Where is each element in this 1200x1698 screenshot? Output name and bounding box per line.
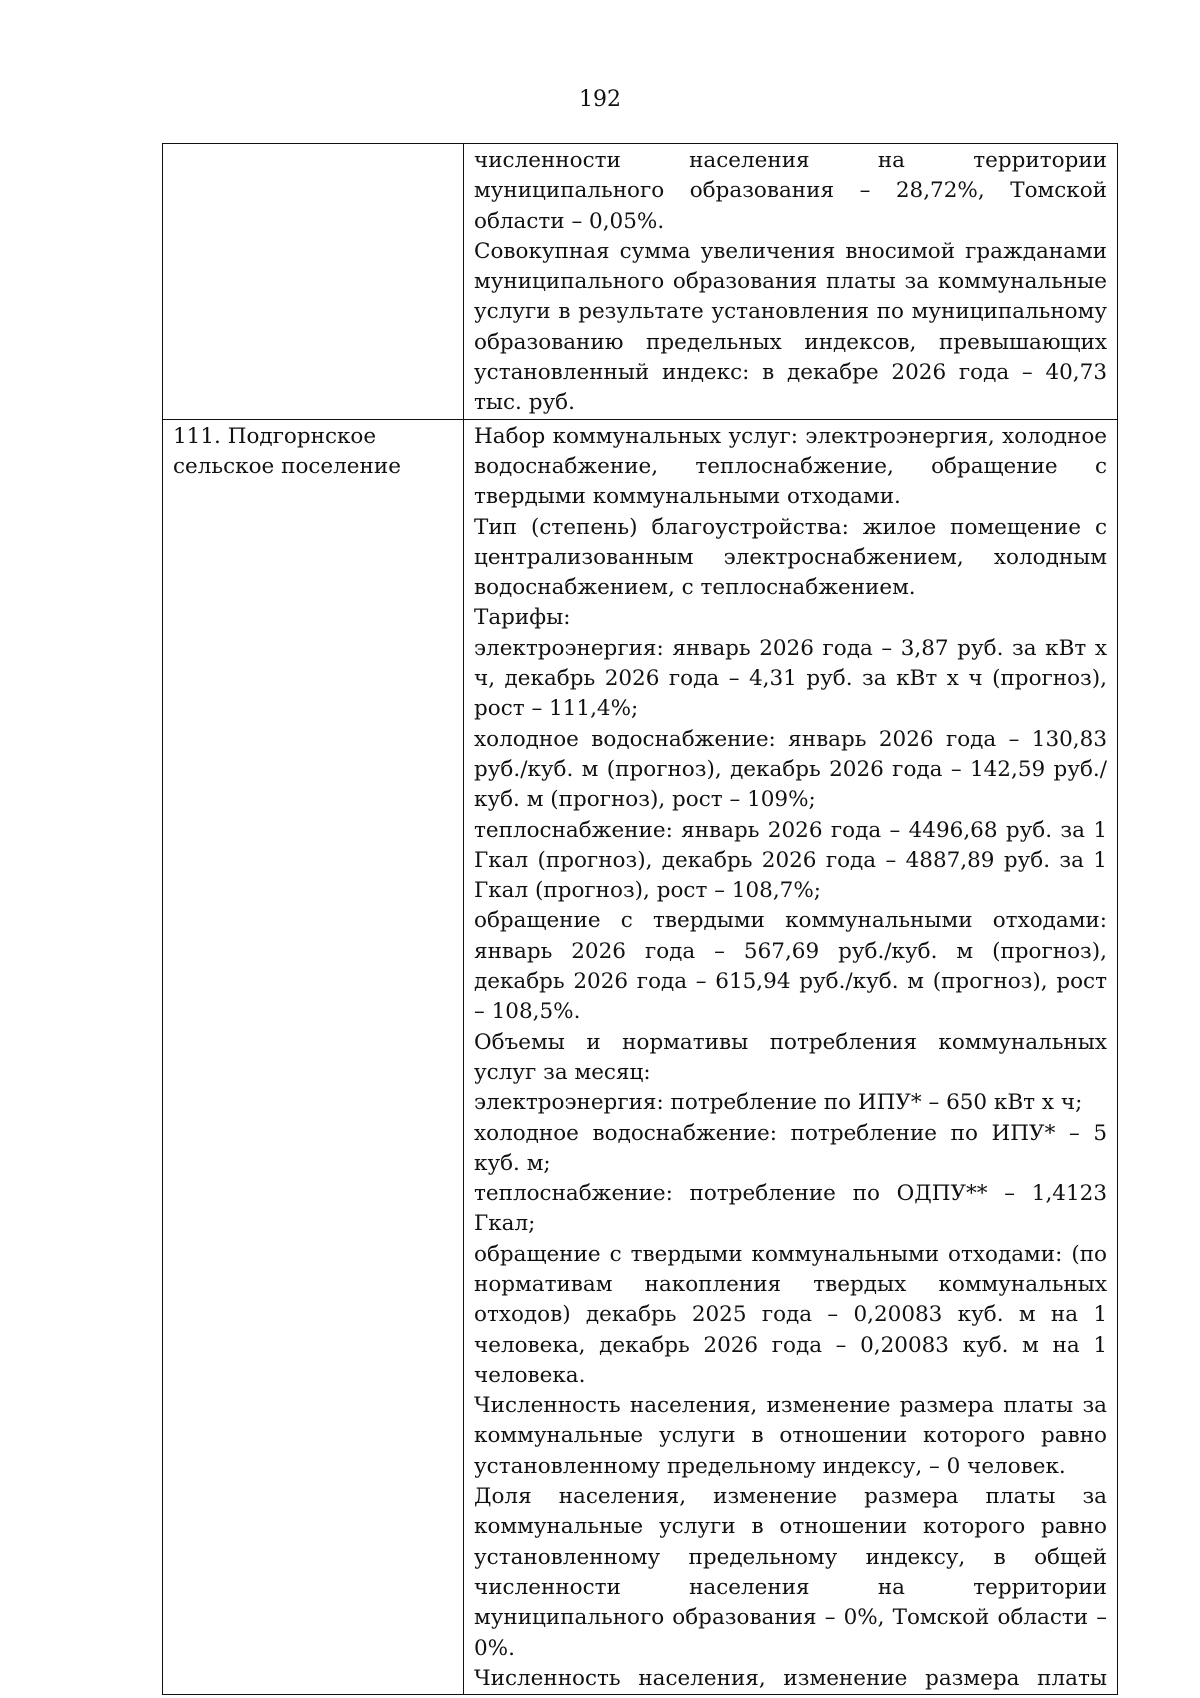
description-cell xyxy=(464,419,1118,1694)
paragraph-continued: Численность населения, изменение размера платы xyxy=(474,1665,1107,1691)
paragraph: холодное водоснабжение: январь 2026 года – 130,83 руб./куб. м (прогноз), декабрь 2026 года – 142,59 руб./куб. м (прогноз), рост – 109%; xyxy=(474,726,1107,813)
paragraph: обращение с твердыми коммунальными отходами: (по нормативам накопления твердых коммунальных отходов) декабрь 2025 года – 0,20083 куб. м на 1 человека, декабрь 2026 года – 0,20083 куб. м на 1 человека. xyxy=(474,1241,1107,1388)
paragraph: Тарифы: xyxy=(474,605,571,631)
page-number: 192 xyxy=(579,87,621,112)
paragraph: электроэнергия: потребление по ИПУ* – 650 кВт х ч; xyxy=(474,1090,1083,1116)
municipality-cell xyxy=(163,144,464,420)
municipality-name-line: 111. Подгорнское xyxy=(173,423,377,449)
paragraph: теплоснабжение: потребление по ОДПУ** – 1,4123 Гкал; xyxy=(474,1181,1107,1237)
paragraph: Численность населения, изменение размера платы за коммунальные услуги в отношении которого равно установленному предельному индексу, – 0 человек. xyxy=(474,1393,1107,1479)
paragraph: холодное водоснабжение: потребление по ИПУ* – 5 куб. м; xyxy=(474,1120,1107,1176)
paragraph: теплоснабжение: январь 2026 года – 4496,68 руб. за 1 Гкал (прогноз), декабрь 2026 года – 4887,89 руб. за 1 Гкал (прогноз), рост – 108,7%; xyxy=(474,817,1107,904)
paragraph: Объемы и нормативы потребления коммунальных услуг за месяц: xyxy=(474,1029,1107,1085)
table-row xyxy=(163,144,1118,420)
municipality-name-line: сельское поселение xyxy=(173,453,401,479)
paragraph: Доля населения, изменение размера платы за коммунальные услуги в отношении которого равно установленному предельному индексу, в общей численности населения на территории муниципального образования – 0%, Томской области – 0%. xyxy=(474,1484,1107,1661)
description-cell xyxy=(464,144,1118,420)
municipality-cell xyxy=(163,419,464,1694)
paragraph: Тип (степень) благоустройства: жилое помещение с централизованным электроснабжением, холодным водоснабжением, с теплоснабжением. xyxy=(474,514,1107,601)
paragraph: Совокупная сумма увеличения вносимой гражданами муниципального образования платы за коммунальные услуги в результате установления по муниципальному образованию предельных индексов, превышающих установленный индекс: в декабре 2026 года – 40,73 тыс. руб. xyxy=(474,238,1107,416)
table-row xyxy=(163,419,1118,1694)
paragraph: обращение с твердыми коммунальными отходами: январь 2026 года – 567,69 руб./куб. м (прогноз), декабрь 2026 года – 615,94 руб./куб. м (прогноз), рост – 108,5%. xyxy=(474,908,1107,1025)
paragraph: Набор коммунальных услуг: электроэнергия, холодное водоснабжение, теплоснабжение, обращение с твердыми коммунальными отходами. xyxy=(474,423,1107,510)
paragraph: численности населения на территории муниципального образования – 28,72%, Томской области – 0,05%. xyxy=(474,148,1107,234)
document-table xyxy=(162,143,1118,1695)
paragraph: электроэнергия: январь 2026 года – 3,87 руб. за кВт х ч, декабрь 2026 года – 4,31 руб. за кВт х ч (прогноз), рост – 111,4%; xyxy=(474,635,1107,722)
